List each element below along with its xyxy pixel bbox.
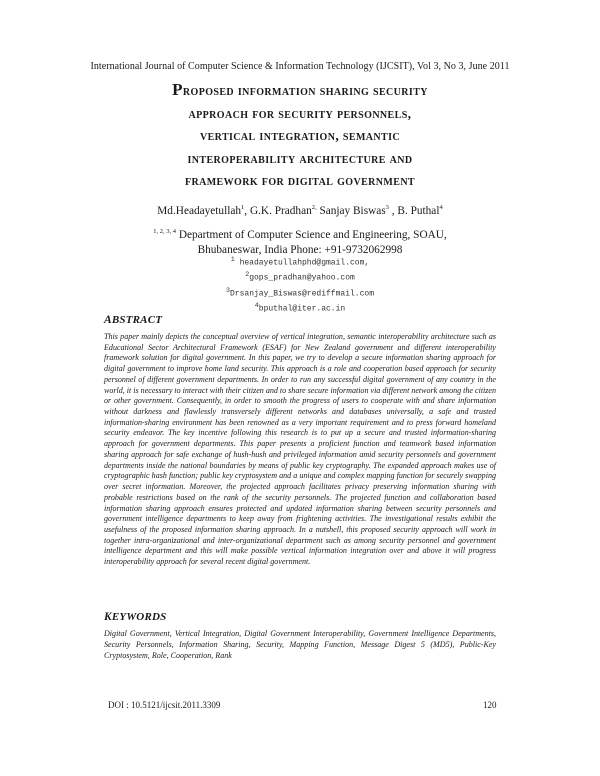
author-sup: 3 <box>385 204 389 211</box>
email-line <box>0 254 600 269</box>
keywords-heading-cap: K <box>104 611 112 623</box>
title-line-1 <box>60 79 540 103</box>
author-sup: 4 <box>439 204 443 211</box>
email-sup: 1 <box>230 255 235 263</box>
paper-title <box>60 79 540 193</box>
email-address[interactable]: bputhal@iter.ac.in <box>258 305 346 315</box>
journal-header: International Journal of Computer Science & Information Technology (IJCSIT), Vol 3, No 3, June 2011 <box>90 61 510 72</box>
title-line-3: vertical integration, semantic <box>199 128 401 143</box>
keywords-text: Digital Government, Vertical Integration, Digital Government Interoperability, Government Intelligence Departments, Security Personnels, Information Sharing, Security, Mapping Function, Message Digest 5 (MD5), Public-Key Cryptosystem, Role, Cooperation, Rank <box>104 629 496 660</box>
title-line-text: roposed information sharing security <box>182 83 428 98</box>
footer-doi: DOI : 10.5121/ijcsit.2011.3309 <box>108 700 221 710</box>
email-sup: 4 <box>254 301 259 310</box>
affiliation <box>0 225 600 257</box>
affiliation-dept: Department of Computer Science and Engineering, SOAU, <box>176 229 447 241</box>
title-line-5: framework for digital government <box>184 173 416 188</box>
email-sup: 3 <box>225 285 230 294</box>
abstract-heading-rest: BSTRACT <box>111 314 163 326</box>
author-sup: 1 <box>241 204 245 211</box>
author-sup: 2, <box>311 204 317 211</box>
email-line <box>0 269 600 284</box>
author-name: Md.Headayetullah <box>157 205 242 217</box>
email-list <box>0 254 600 316</box>
email-address[interactable]: headayetullahphd@gmail.com, <box>234 258 370 268</box>
abstract-heading <box>104 314 162 326</box>
email-line <box>0 285 600 300</box>
affiliation-sup: 1, 2, 3, 4 <box>153 228 176 235</box>
abstract-text: This paper mainly depicts the conceptual overview of vertical integration, semantic interoperability architecture such as Educational Sector Architectural Framework (ESAF) for New Zealand government and different interoperability framework solution for digital government. In this paper, we try to develop a secure information sharing approach for digital government to improve home land security. This approach is a role and cooperation based approach for security personnel of different government departments. In order to run any successful digital government of any country in the world, it is necessary to interact with their citizen and to share secure information via different network among the citizen or other government. Consequently, in order to smooth the progress of users to cooperate with and share information without darkness and flawlessly transversely different networks and databases universally, a safe and trusted information-sharing environment has been renowned as a very important requirement and to press forward homeland security endeavor. The key incentive following this research is to put up a secure and trusted information-sharing approach for government departments. This paper presents a proficient function and teamwork based information sharing approach for safe exchange of hush-hush and privileged information amid security personnels and government departments inside the national boundaries by means of public key cryptography. The expanded approach makes use of cryptographic hash function; public key cryptosystem and a unique and complex mapping function for securely swapping over secret information. Moreover, the projected approach facilitates privacy preserving information sharing with probable restrictions based on the rank of the security personnels. The projected function and collaboration based information sharing approach ensures protected and updated information sharing between security personnels and government intelligence departments to keep away from frightening activities. The investigational results exhibit the usefulness of the proposed information sharing approach. In a nutshell, this proposed security approach will work in together intra-organizational and inter-organizational department such as among security personnel and government intelligence department and this will make possible vertical information integration over and above it will progress interoperability approach for several recent digital government. <box>104 332 497 567</box>
author-name: Sanjay Biswas <box>319 205 386 217</box>
email-address[interactable]: Drsanjay_Biswas@rediffmail.com <box>229 289 375 299</box>
author-list <box>0 204 600 217</box>
title-line-2: approach for security personnels, <box>188 105 412 121</box>
author-sep: , <box>244 205 250 217</box>
title-initial-cap: P <box>172 80 183 99</box>
affiliation-city-phone: Bhubaneswar, India Phone: +91-9732062998 <box>197 243 403 256</box>
keywords-heading <box>104 611 166 623</box>
author-name: G.K. Pradhan <box>249 205 312 217</box>
page-number: 120 <box>483 700 497 710</box>
email-line <box>0 300 600 315</box>
title-line-4: interoperability architecture and <box>187 150 413 166</box>
author-sep: , <box>388 205 398 217</box>
email-sup: 2 <box>245 270 250 279</box>
affiliation-dept-line <box>0 225 600 243</box>
author-name: B. Puthal <box>397 205 440 217</box>
keywords-heading-rest: EYWORDS <box>111 611 167 623</box>
abstract-heading-cap: A <box>104 314 112 326</box>
email-address[interactable]: gops_pradhan@yahoo.com <box>249 274 355 284</box>
